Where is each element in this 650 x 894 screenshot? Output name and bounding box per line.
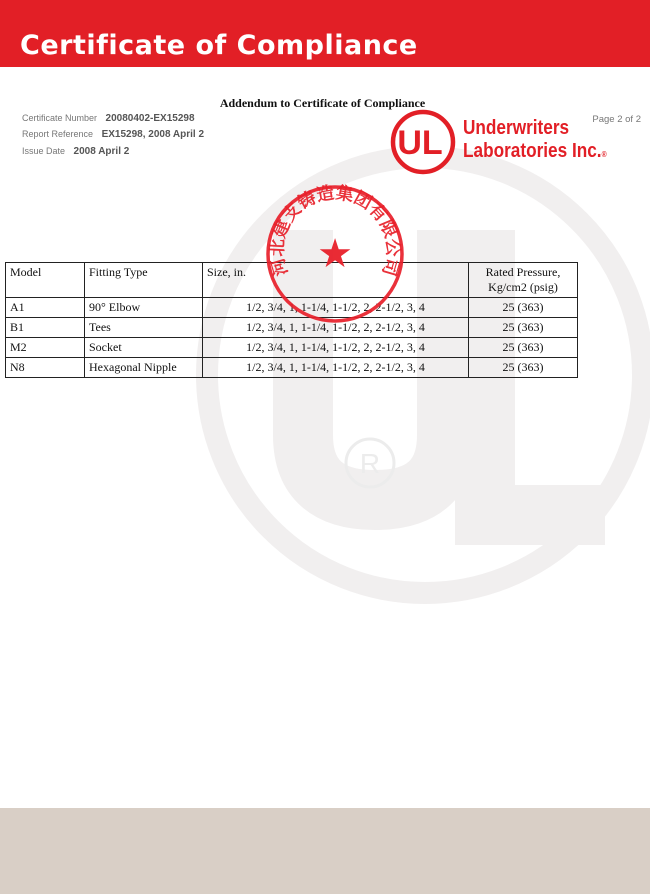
page-number: Page 2 of 2 <box>592 114 641 125</box>
cell-pressure: 25 (363) <box>469 318 578 338</box>
certificate-number-row <box>22 113 195 124</box>
ul-name-line1: Underwriters <box>463 117 570 139</box>
registered-mark: ® <box>601 150 607 159</box>
table-row <box>6 358 578 378</box>
seal-star: ★ <box>317 231 353 277</box>
table-row <box>6 338 578 358</box>
banner-title: Certificate of Compliance <box>20 30 418 61</box>
cell-model: B1 <box>6 318 85 338</box>
cell-fitting-type: 90° Elbow <box>85 298 203 318</box>
addendum-title: Addendum to Certificate of Compliance <box>219 96 426 110</box>
cell-model: A1 <box>6 298 85 318</box>
cell-size: 1/2, 3/4, 1, 1-1/4, 1-1/2, 2, 2-1/2, 3, 4 <box>203 318 469 338</box>
certificate-number-label: Certificate Number <box>22 113 98 123</box>
header-fitting-type: Fitting Type <box>85 263 203 298</box>
cell-model: N8 <box>6 358 85 378</box>
ul-name-line2-wrap <box>463 140 607 166</box>
report-reference-label: Report Reference <box>22 129 94 139</box>
report-reference-value: EX15298, 2008 April 2 <box>101 129 205 140</box>
cell-fitting-type: Socket <box>85 338 203 358</box>
cell-size: 1/2, 3/4, 1, 1-1/4, 1-1/2, 2, 2-1/2, 3, 4 <box>203 298 469 318</box>
header-rated-pressure <box>469 263 578 298</box>
ul-company-name <box>463 117 607 166</box>
seal-text: 河北建支铸造集团有限公司 <box>267 183 403 279</box>
cell-pressure: 25 (363) <box>469 338 578 358</box>
issue-date-row <box>22 146 129 157</box>
company-seal-stamp-icon <box>264 183 406 325</box>
header-size: Size, in. <box>203 263 469 298</box>
cell-pressure: 25 (363) <box>469 358 578 378</box>
cell-fitting-type: Hexagonal Nipple <box>85 358 203 378</box>
report-reference-row <box>22 129 204 140</box>
cell-fitting-type: Tees <box>85 318 203 338</box>
certificate-number-value: 20080402-EX15298 <box>105 113 195 124</box>
ul-name-line2: Laboratories Inc. <box>463 140 602 162</box>
issue-date-value: 2008 April 2 <box>73 146 130 157</box>
ul-logo-icon <box>390 109 456 175</box>
cell-model: M2 <box>6 338 85 358</box>
cell-pressure: 25 (363) <box>469 298 578 318</box>
footer-band <box>0 808 650 894</box>
cell-size: 1/2, 3/4, 1, 1-1/4, 1-1/2, 2, 2-1/2, 3, 4 <box>203 338 469 358</box>
header-model: Model <box>6 263 85 298</box>
header-pressure-line2: Kg/cm2 (psig) <box>488 280 558 294</box>
ul-logo-mark: UL <box>397 124 443 162</box>
issue-date-label: Issue Date <box>22 146 66 156</box>
header-banner <box>0 0 650 67</box>
cell-size: 1/2, 3/4, 1, 1-1/4, 1-1/2, 2, 2-1/2, 3, 4 <box>203 358 469 378</box>
svg-text:R: R <box>359 448 381 479</box>
header-pressure-line1: Rated Pressure, <box>485 265 561 279</box>
